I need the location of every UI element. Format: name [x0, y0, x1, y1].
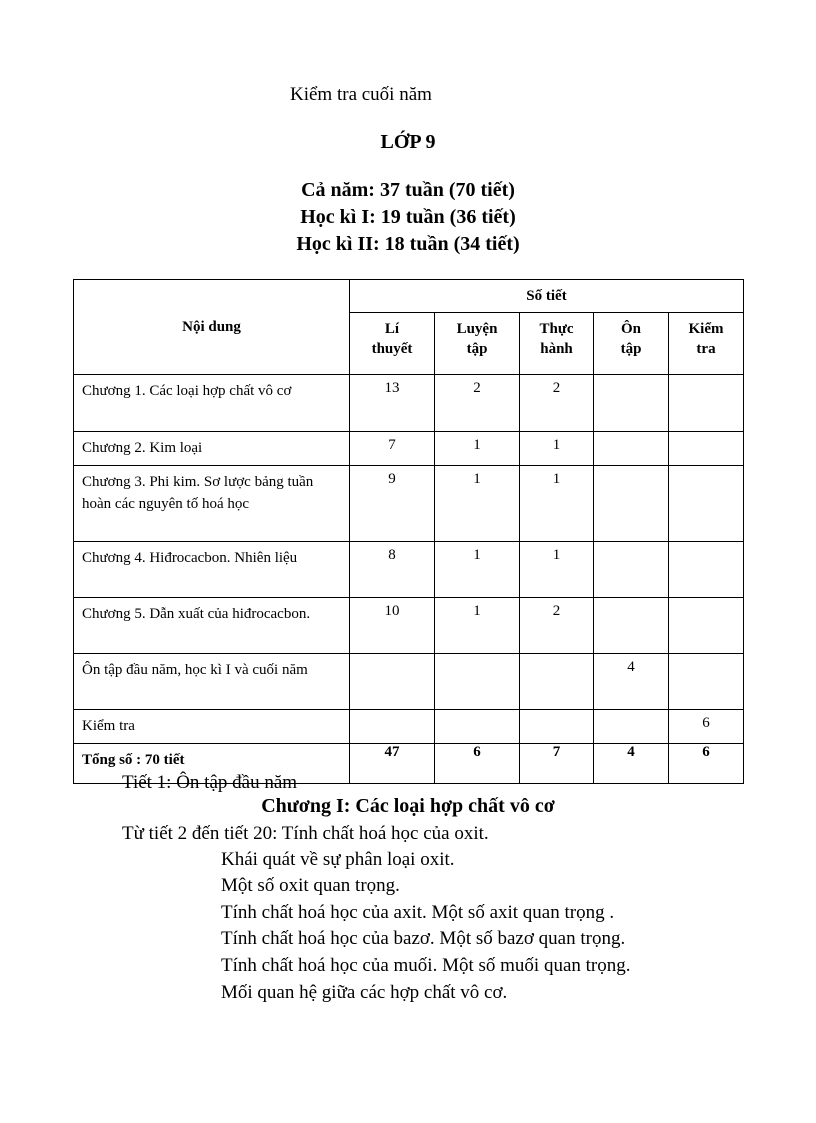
cell-review — [594, 710, 669, 744]
cell-review — [594, 466, 669, 542]
cell-theory: 9 — [350, 466, 435, 542]
cell-practice: 2 — [435, 375, 520, 432]
header-label-line2: hành — [540, 341, 573, 357]
header-label-line1: Kiểm — [688, 321, 724, 337]
row-content: Chương 3. Phi kim. Sơ lược bảng tuần hoàn các nguyên tố hoá học — [74, 466, 350, 542]
cell-practice — [435, 710, 520, 744]
table-row — [74, 710, 744, 744]
cell-practice — [435, 654, 520, 710]
cell-test — [669, 654, 744, 710]
chapter-title: Chương I: Các loại hợp chất vô cơ — [261, 795, 555, 817]
total-practice: 6 — [435, 744, 520, 784]
table-row — [74, 432, 744, 466]
cell-theory — [350, 710, 435, 744]
topic-line: Một số oxit quan trọng. — [221, 875, 400, 896]
row-content: Chương 5. Dẫn xuất của hiđrocacbon. — [74, 598, 350, 654]
total-review: 4 — [594, 744, 669, 784]
cell-test — [669, 466, 744, 542]
cell-theory: 13 — [350, 375, 435, 432]
total-theory: 47 — [350, 744, 435, 784]
cell-test — [669, 375, 744, 432]
cell-practice: 1 — [435, 598, 520, 654]
cell-lab: 2 — [520, 598, 594, 654]
total-label: Tổng số : 70 tiết — [74, 744, 350, 784]
topic-line: Tính chất hoá học của bazơ. Một số bazơ quan trọng. — [221, 928, 626, 949]
cell-theory: 10 — [350, 598, 435, 654]
cell-review — [594, 375, 669, 432]
row-content: Ôn tập đầu năm, học kì I và cuối năm — [74, 654, 350, 710]
semester-1-line: Học kì I: 19 tuần (36 tiết) — [300, 206, 516, 228]
class-title: LỚP 9 — [380, 131, 436, 153]
lesson-range-line: Từ tiết 2 đến tiết 20: Tính chất hoá học của oxit. — [122, 823, 489, 844]
cell-theory: 7 — [350, 432, 435, 466]
header-label-line2: tập — [466, 341, 488, 357]
cell-test — [669, 432, 744, 466]
exam-note-heading: Kiểm tra cuối năm — [290, 84, 432, 105]
header-label-line2: tra — [696, 341, 716, 357]
cell-practice: 1 — [435, 466, 520, 542]
cell-lab: 1 — [520, 432, 594, 466]
table-row — [74, 466, 744, 542]
row-content: Chương 2. Kim loại — [74, 432, 350, 466]
cell-review — [594, 598, 669, 654]
header-period-count: Số tiết — [350, 280, 744, 313]
table-row — [74, 542, 744, 598]
cell-theory: 8 — [350, 542, 435, 598]
semester-2-line: Học kì II: 18 tuần (34 tiết) — [296, 233, 520, 255]
header-content: Nội dung — [74, 280, 350, 375]
cell-review: 4 — [594, 654, 669, 710]
cell-lab — [520, 710, 594, 744]
header-label-line1: Ôn — [620, 321, 641, 337]
cell-lab: 1 — [520, 542, 594, 598]
header-label-line1: Lí — [384, 321, 400, 337]
header-review — [594, 313, 669, 375]
total-lab: 7 — [520, 744, 594, 784]
table-row — [74, 375, 744, 432]
topic-line: Mối quan hệ giữa các hợp chất vô cơ. — [221, 982, 508, 1003]
cell-theory — [350, 654, 435, 710]
row-content: Kiểm tra — [74, 710, 350, 744]
year-total-line: Cả năm: 37 tuần (70 tiết) — [301, 179, 515, 201]
topic-line: Khái quát về sự phân loại oxit. — [221, 849, 455, 870]
total-test: 6 — [669, 744, 744, 784]
cell-test — [669, 598, 744, 654]
cell-practice: 1 — [435, 542, 520, 598]
header-test — [669, 313, 744, 375]
table-row — [74, 654, 744, 710]
lesson-plan-table — [73, 279, 744, 784]
header-label-line2: thuyết — [371, 341, 413, 357]
cell-lab: 2 — [520, 375, 594, 432]
cell-review — [594, 542, 669, 598]
header-practice-exercise — [435, 313, 520, 375]
header-label-line2: tập — [620, 341, 642, 357]
cell-test: 6 — [669, 710, 744, 744]
cell-review — [594, 432, 669, 466]
header-theory — [350, 313, 435, 375]
row-content: Chương 1. Các loại hợp chất vô cơ — [74, 375, 350, 432]
topic-line: Tính chất hoá học của muối. Một số muối quan trọng. — [221, 955, 631, 976]
header-label-line1: Luyện — [456, 321, 498, 337]
cell-test — [669, 542, 744, 598]
table-row — [74, 598, 744, 654]
row-content: Chương 4. Hiđrocacbon. Nhiên liệu — [74, 542, 350, 598]
header-label-line1: Thực — [539, 321, 574, 337]
header-lab — [520, 313, 594, 375]
lesson-1-note: Tiết 1: Ôn tập đầu năm — [122, 772, 298, 793]
cell-practice: 1 — [435, 432, 520, 466]
topic-line: Tính chất hoá học của axit. Một số axit quan trọng . — [221, 902, 615, 923]
cell-lab — [520, 654, 594, 710]
cell-lab: 1 — [520, 466, 594, 542]
